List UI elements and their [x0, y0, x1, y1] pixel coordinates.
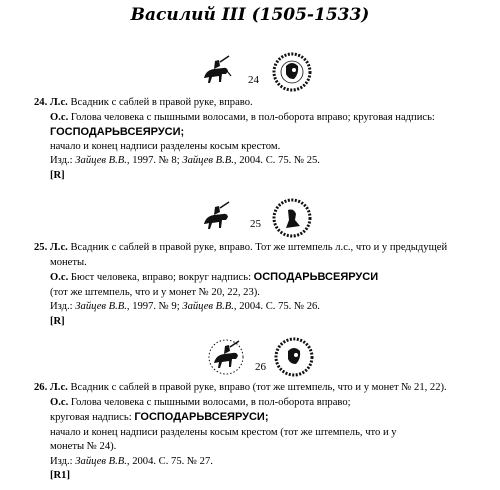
- reverse-description: Голова человека с пышными волосами, в пол-оборота вправо; круговая надпись:: [70, 111, 435, 123]
- legend-inscription: ГОСПОДАРЬВСЕЯРУСИ;: [50, 126, 185, 138]
- literature-prefix: Изд.:: [50, 455, 73, 467]
- obverse-description: Всадник с саблей в правой руке, вправо (тот же штемпель, что и у монет № 21, 22).: [70, 382, 447, 393]
- literature-author: Зайцев В.В.: [75, 301, 127, 312]
- literature-author: Зайцев В.В.: [182, 301, 234, 312]
- rarity-badge: [R]: [50, 315, 65, 327]
- literature-ref: , 2004. С. 75. № 27.: [126, 455, 213, 467]
- literature-line: [34, 154, 484, 169]
- reverse-head-image: [272, 52, 312, 92]
- rarity-badge: [R1]: [50, 470, 71, 481]
- obverse-line: [34, 241, 484, 256]
- coin-number: 24: [248, 74, 259, 86]
- obverse-horseman-image: [196, 198, 236, 238]
- inscription-note-continuation: монеты № 24).: [50, 441, 117, 452]
- literature-line: [34, 455, 484, 470]
- obverse-horseman-image: [196, 52, 236, 92]
- entry-number: 25.: [34, 242, 48, 253]
- legend-inscription: ГОСПОДАРЬВСЕЯРУСИ;: [134, 411, 269, 423]
- entry-number: 26.: [34, 382, 48, 393]
- inscription-note: начало и конец надписи разделены косым крестом (тот же штемпель, что и у: [50, 426, 397, 438]
- reverse-line: [34, 396, 484, 411]
- inscription-note: (тот же штемпель, что и у монет № 20, 22, 23).: [50, 286, 260, 298]
- obverse-horseman-image: [206, 337, 246, 377]
- reverse-description: круговая надпись:: [50, 412, 132, 423]
- literature-ref: , 1997. № 8;: [126, 155, 180, 166]
- obverse-tag: Л.с.: [49, 382, 68, 393]
- literature-prefix: Изд.:: [50, 301, 73, 312]
- reverse-tag: О.с.: [50, 111, 69, 123]
- coin-number: 25: [250, 218, 261, 230]
- page-title: Василий III (1505-1533): [130, 5, 370, 25]
- literature-author: Зайцев В.В.: [182, 155, 234, 166]
- obverse-description: Всадник с саблей в правой руке, вправо. Тот же штемпель л.с., что и у предыдущей: [70, 242, 448, 253]
- inscription-note: начало и конец надписи разделены косым крестом.: [50, 140, 281, 152]
- reverse-tag: О.с.: [50, 396, 69, 408]
- legend-inscription: ОСПОДАРЬВСЕЯРУСИ: [253, 271, 379, 283]
- literature-prefix: Изд.:: [50, 155, 73, 166]
- catalog-entry-25: [34, 241, 484, 329]
- rarity-badge: [R]: [50, 169, 65, 181]
- literature-author: Зайцев В.В.: [75, 155, 127, 166]
- literature-ref: , 1997. № 9;: [126, 301, 180, 312]
- literature-ref: , 2004. С. 75. № 26.: [233, 301, 320, 312]
- reverse-description: Бюст человека, вправо; вокруг надпись:: [70, 272, 252, 283]
- reverse-bust-image: [272, 198, 312, 238]
- literature-author: Зайцев В.В.: [75, 455, 127, 467]
- reverse-description: Голова человека с пышными волосами, в пол-оборота вправо;: [70, 396, 351, 408]
- literature-ref: , 2004. С. 75. № 25.: [233, 155, 320, 166]
- coin-number: 26: [255, 361, 266, 373]
- obverse-tag: Л.с.: [49, 242, 68, 253]
- obverse-continuation: монеты.: [50, 256, 87, 268]
- coin-images-25: [0, 198, 500, 242]
- obverse-tag: Л.с.: [49, 97, 68, 108]
- obverse-line: [34, 381, 484, 396]
- entry-number: 24.: [34, 97, 48, 108]
- reverse-line: [34, 270, 484, 286]
- reverse-head-image: [274, 337, 314, 377]
- obverse-line: [34, 96, 484, 111]
- reverse-tag: О.с.: [50, 272, 69, 283]
- reverse-continuation: [34, 410, 484, 426]
- catalog-entry-26: [34, 381, 484, 484]
- coin-images-24: [0, 52, 500, 96]
- catalog-entry-24: [34, 96, 484, 183]
- coin-images-26: [0, 337, 500, 381]
- literature-line: [34, 300, 484, 315]
- reverse-line: [34, 111, 484, 126]
- obverse-description: Всадник с саблей в правой руке, вправо.: [70, 97, 253, 108]
